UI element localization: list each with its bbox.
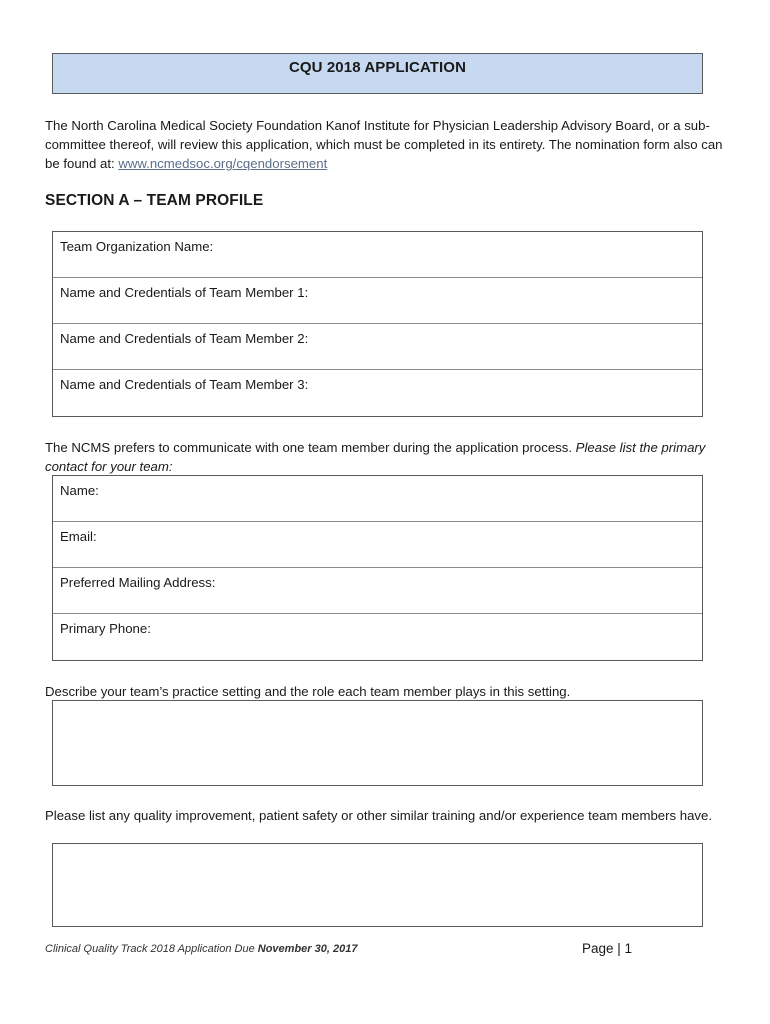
title-banner xyxy=(52,53,703,94)
contact-email-field[interactable] xyxy=(53,522,702,568)
footer-track-text: Clinical Quality Track 2018 Application Due xyxy=(45,943,258,955)
field-label: Name and Credentials of Team Member 3: xyxy=(60,377,309,392)
training-experience-answer-box[interactable] xyxy=(52,843,703,927)
page-number: Page | 1 xyxy=(582,941,633,956)
document-title: CQU 2018 APPLICATION xyxy=(288,59,467,76)
field-label: Preferred Mailing Address: xyxy=(60,575,216,590)
footer-due-date: November 30, 2017 xyxy=(257,943,358,955)
intro-paragraph xyxy=(45,116,735,173)
practice-setting-prompt: Describe your team’s practice setting and the role each team member plays in this setting. xyxy=(45,684,571,699)
intro-text: The North Carolina Medical Society Foundation Kanof Institute for Physician Leadership Advisory Board, or a sub-committee thereof, will review this application, which must be completed in its entirety. The nomination form also can be found at: xyxy=(45,118,723,171)
practice-setting-answer-box[interactable] xyxy=(52,700,703,786)
contact-name-field[interactable] xyxy=(53,476,702,522)
primary-contact-instructions xyxy=(45,438,735,476)
team-member-2-field[interactable] xyxy=(53,324,702,370)
team-member-3-field[interactable] xyxy=(53,370,702,416)
contact-intro-emphasis: Please list the primary contact for your team: xyxy=(45,440,706,474)
field-label: Name and Credentials of Team Member 1: xyxy=(60,285,309,300)
endorsement-link[interactable]: www.ncmedsoc.org/cqendorsement xyxy=(118,156,328,171)
team-member-1-field[interactable] xyxy=(53,278,702,324)
field-label: Name: xyxy=(60,483,99,498)
field-label: Primary Phone: xyxy=(60,621,151,636)
contact-intro-text: The NCMS prefers to communicate with one team member during the application process. xyxy=(45,440,576,455)
footer-due-note xyxy=(45,943,357,955)
contact-phone-field[interactable] xyxy=(53,614,702,660)
contact-mailing-address-field[interactable] xyxy=(53,568,702,614)
training-experience-prompt: Please list any quality improvement, patient safety or other similar training and/or experience team members have. xyxy=(45,808,713,823)
field-label: Name and Credentials of Team Member 2: xyxy=(60,331,309,346)
field-label: Team Organization Name: xyxy=(60,239,214,254)
primary-contact-table xyxy=(52,475,703,661)
field-label: Email: xyxy=(60,529,97,544)
team-organization-name-field[interactable] xyxy=(53,232,702,278)
team-profile-table xyxy=(52,231,703,417)
section-a-heading: SECTION A – TEAM PROFILE xyxy=(45,192,264,209)
